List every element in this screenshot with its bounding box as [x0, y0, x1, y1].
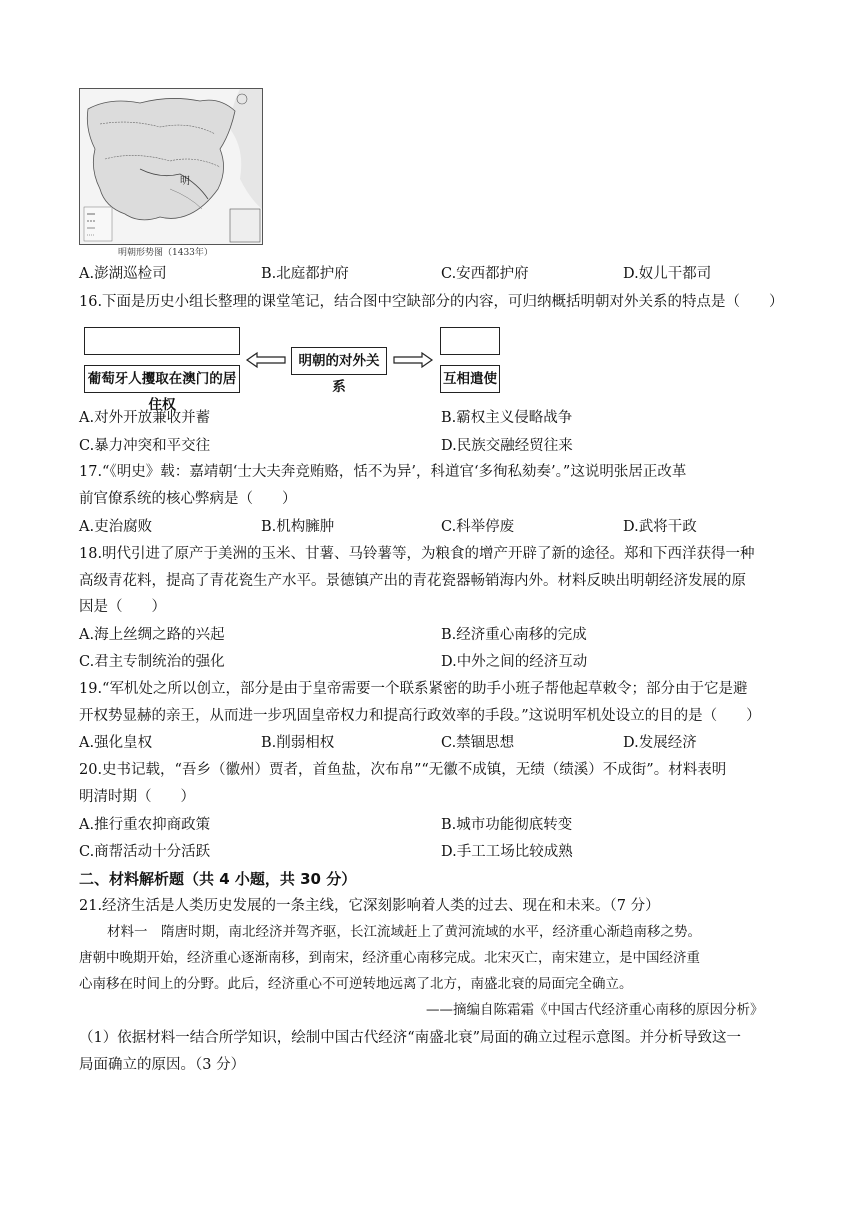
q16-option-d: D.民族交融经贸往来 [441, 438, 573, 454]
q18-line-3: 因是（ ） [79, 599, 166, 615]
q19-option-a: A.强化皇权 [79, 735, 153, 751]
q21-material-line-3: 心南移在时间上的分野。此后，经济重心不可逆转地远离了北方，南盛北衰的局面完全确立。 [79, 976, 633, 992]
diagram-left-bottom: 葡萄牙人攫取在澳门的居住权 [84, 365, 240, 393]
section-heading: 二、材料解析题（共 4 小题，共 30 分） [79, 870, 357, 888]
q17-line-1: 17.“《明史》载：嘉靖朝‘士大夫奔竞贿赂，恬不为异’，科道官‘多徇私劾奏’。”这说明张居正改革 [79, 464, 687, 480]
q17-line-2: 前官僚系统的核心弊病是（ ） [79, 491, 297, 507]
q15-option-d: D.奴儿干都司 [623, 266, 712, 282]
q17-option-b: B.机构臃肿 [261, 519, 335, 535]
q18-option-c: C.君主专制统治的强化 [79, 654, 225, 670]
ming-dynasty-map [79, 88, 263, 245]
q21-sub1-line-1: （1）依据材料一结合所学知识，绘制中国古代经济“南盛北衰”局面的确立过程示意图。并分析导致这一 [79, 1030, 742, 1046]
q19-line-1: 19.“军机处之所以创立，部分是由于皇帝需要一个联系紧密的助手小班子帮他起草敕令；部分由于它是避 [79, 681, 748, 697]
q18-option-d: D.中外之间的经济互动 [441, 654, 588, 670]
map-caption: 明朝形势图（1433年） [118, 248, 213, 258]
q17-option-c: C.科举停废 [441, 519, 515, 535]
q20-option-b: B.城市功能彻底转变 [441, 817, 573, 833]
q19-option-b: B.削弱相权 [261, 735, 335, 751]
q18-option-a: A.海上丝绸之路的兴起 [79, 627, 225, 643]
q19-line-2: 开权势显赫的亲王，从而进一步巩固皇帝权力和提高行政效率的手段。”这说明军机处设立的目的是（ ） [79, 708, 761, 724]
q16-option-c: C.暴力冲突和平交往 [79, 438, 211, 454]
diagram-blank-left [84, 327, 240, 355]
q21-sub1-line-2: 局面确立的原因。（3 分） [79, 1057, 246, 1073]
q20-line-1: 20.史书记载，“吾乡（徽州）贾者，首鱼盐，次布帛”“无徽不成镇，无绩（绩溪）不成街”。材料表明 [79, 762, 727, 778]
q20-option-a: A.推行重农抑商政策 [79, 817, 211, 833]
q20-option-d: D.手工工场比较成熟 [441, 844, 573, 860]
q18-line-1: 18.明代引进了原产于美洲的玉米、甘薯、马铃薯等，为粮食的增产开辟了新的途径。郑和下西洋获得一种 [79, 546, 755, 562]
q16-option-b: B.霸权主义侵略战争 [441, 410, 573, 426]
q18-line-2: 高级青花料，提高了青花瓷生产水平。景德镇产出的青花瓷器畅销海内外。材料反映出明朝经济发展的原 [79, 573, 746, 589]
q21-stem: 21.经济生活是人类历史发展的一条主线，它深刻影响着人类的过去、现在和未来。（7 分） [79, 898, 660, 914]
left-arrow-icon [245, 350, 287, 370]
q20-line-2: 明清时期（ ） [79, 789, 195, 805]
q19-option-c: C.禁锢思想 [441, 735, 515, 751]
q17-option-a: A.吏治腐败 [79, 519, 153, 535]
q15-option-c: C.安西都护府 [441, 266, 529, 282]
diagram-right-bottom: 互相遣使 [440, 365, 500, 393]
map-illustration [80, 89, 262, 244]
right-arrow-icon [392, 350, 434, 370]
diagram-blank-right [440, 327, 500, 355]
q21-source: ——摘编自陈霜霜《中国古代经济重心南移的原因分析》 [426, 1002, 764, 1018]
q17-option-d: D.武将干政 [623, 519, 697, 535]
q15-option-b: B.北庭都护府 [261, 266, 349, 282]
q20-option-c: C.商帮活动十分活跃 [79, 844, 211, 860]
q16-option-a: A.对外开放兼收并蓄 [79, 410, 211, 426]
q19-option-d: D.发展经济 [623, 735, 697, 751]
q16-stem: 16.下面是历史小组长整理的课堂笔记，结合图中空缺部分的内容，可归纳概括明朝对外关系的特点是（ ） [79, 294, 784, 310]
q15-option-a: A.澎湖巡检司 [79, 266, 167, 282]
q21-material-line-1: 材料一 隋唐时期，南北经济并驾齐驱，长江流域赶上了黄河流域的水平，经济重心渐趋南移之势。 [107, 924, 701, 940]
map-label-ming: 明 [180, 176, 190, 187]
diagram-center: 明朝的对外关系 [291, 347, 387, 375]
q21-material-line-2: 唐朝中晚期开始，经济重心逐渐南移，到南宋，经济重心南移完成。北宋灭亡，南宋建立，是中国经济重 [79, 950, 700, 966]
q18-option-b: B.经济重心南移的完成 [441, 627, 587, 643]
